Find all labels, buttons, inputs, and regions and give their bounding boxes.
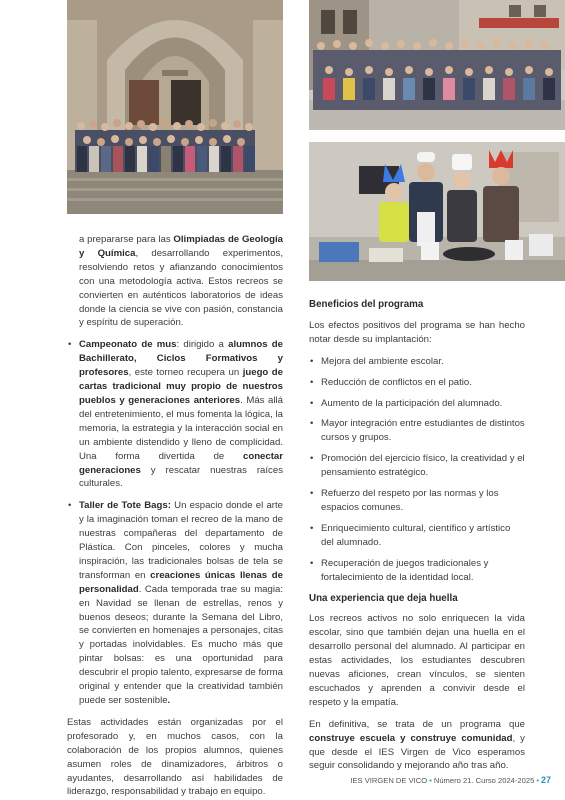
text: y rescatar nuestras raíces culturales. xyxy=(79,464,283,490)
benefits-list xyxy=(309,355,525,585)
list-item: • Promoción del ejercicio físico, la creatividad y el pensamiento estratégico. xyxy=(309,452,525,480)
right-column xyxy=(309,298,525,773)
list-item-mus xyxy=(67,338,283,491)
experience-heading: Una experiencia que deja huella xyxy=(309,592,458,604)
footer-school: IES VIRGEN DE VICO xyxy=(350,776,428,785)
highlight: conectar generaciones xyxy=(79,450,283,476)
experience-paragraph: Los recreos activos no solo enriquecen la vida escolar, sino que también dejan una huella en el desarrollo personal del alumnado. Al participar en estas actividades, los estudiantes descubren nuevas aficiones, crean vínculos, se sienten escuchados y aprenden a convivir desde el respeto y la empatía. xyxy=(309,613,525,708)
highlight: juego de cartas tradicional muy propio de nuestros pueblos y generaciones anteriores xyxy=(79,367,283,406)
tote-title: Taller de Tote Bags: xyxy=(79,500,171,512)
list-item: • Refuerzo del respeto por las normas y los espacios comunes. xyxy=(309,487,525,515)
text: , desarrollando experimentos, resolviendo retos y afianzando conocimientos con una metodología activa. Estos recreos se convierten en auténticos laboratorios de ideas donde la ciencia se vive con pasión, constancia y espíritu de superación. xyxy=(79,247,284,329)
text: , y que desde el IES Virgen de Vico esperamos seguir consolidando y mejorando año tras año. xyxy=(309,732,525,772)
mus-title: Campeonato de mus xyxy=(79,339,177,351)
left-column xyxy=(67,233,283,799)
list-item-tote-bags xyxy=(67,499,283,708)
page-number: 27 xyxy=(540,775,551,785)
footer-separator: • xyxy=(429,776,432,785)
text: . Cada temporada trae su magia: en Navidad se llenan de estrellas, renos y buenos deseos; durante la Semana del Libro, se convierten en homenajes a personajes, citas y portadas inolvidables. Es mucho más que pintar bolsas: es una oportunidad para descubrir el propio talento, expresarse de forma original y entender que la creatividad también puede ser sostenible xyxy=(79,583,283,706)
list-item: • Enriquecimiento cultural, científico y artístico del alumnado. xyxy=(309,522,525,550)
olympiad-paragraph xyxy=(67,233,283,330)
list-item: • Aumento de la participación del alumnado. xyxy=(309,397,525,411)
highlight: creaciones únicas llenas de personalidad xyxy=(79,569,283,595)
footer-issue: Número 21. Curso 2024-2025 xyxy=(433,776,535,785)
text: Un espacio donde el arte y la imaginación toman el recreo de la mano de nuestras compañeras del departamento de Plástica. Con pinceles, colores y mucha inspiración, las tradicionales bolsas de tela se transforman en xyxy=(79,500,283,581)
page-footer xyxy=(350,775,551,785)
benefits-heading: Beneficios del programa xyxy=(309,299,424,310)
photo-group-cathedral xyxy=(67,0,283,214)
list-item: • Mejora del ambiente escolar. xyxy=(309,355,525,369)
text: En definitiva, se trata de un programa que xyxy=(309,718,525,730)
photo-lab-activity xyxy=(309,142,565,281)
text: : dirigido a xyxy=(176,339,229,351)
text: . Más allá del entretenimiento, el mus fomenta la lógica, la memoria, la estrategia y la interacción social en un ambiente distendido y lleno de complicidad. Una forma divertida de xyxy=(79,394,283,462)
photo-group-street xyxy=(309,0,565,130)
conclusion-paragraph xyxy=(309,718,525,774)
closing-paragraph: Estas actividades están organizadas por el profesorado y, en muchos casos, con la colaboración de los propios alumnos, quienes asumen roles de dinamizadores, árbitros o ayudantes, desarrollando así habilidades de liderazgo, responsabilidad y trabajo en equipo. xyxy=(67,716,283,798)
olympiad-highlight: Olimpiadas de Geología y Química xyxy=(79,234,283,259)
text: a prepararse para las xyxy=(79,234,174,245)
highlight: . xyxy=(167,695,171,706)
list-item: • Recuperación de juegos tradicionales y fortalecimiento de la identidad local. xyxy=(309,557,525,585)
highlight: construye escuela y construye comunidad xyxy=(309,732,513,744)
list-item: • Reducción de conflictos en el patio. xyxy=(309,376,525,390)
text: , este torneo recupera un xyxy=(128,367,243,379)
highlight: alumnos de Bachillerato, Ciclos Formativos y profesores xyxy=(79,339,283,379)
footer-separator: • xyxy=(536,776,539,785)
benefits-intro: Los efectos positivos del programa se han hecho notar desde su implantación: xyxy=(309,319,525,345)
list-item: • Mayor integración entre estudiantes de distintos cursos y grupos. xyxy=(309,417,525,445)
